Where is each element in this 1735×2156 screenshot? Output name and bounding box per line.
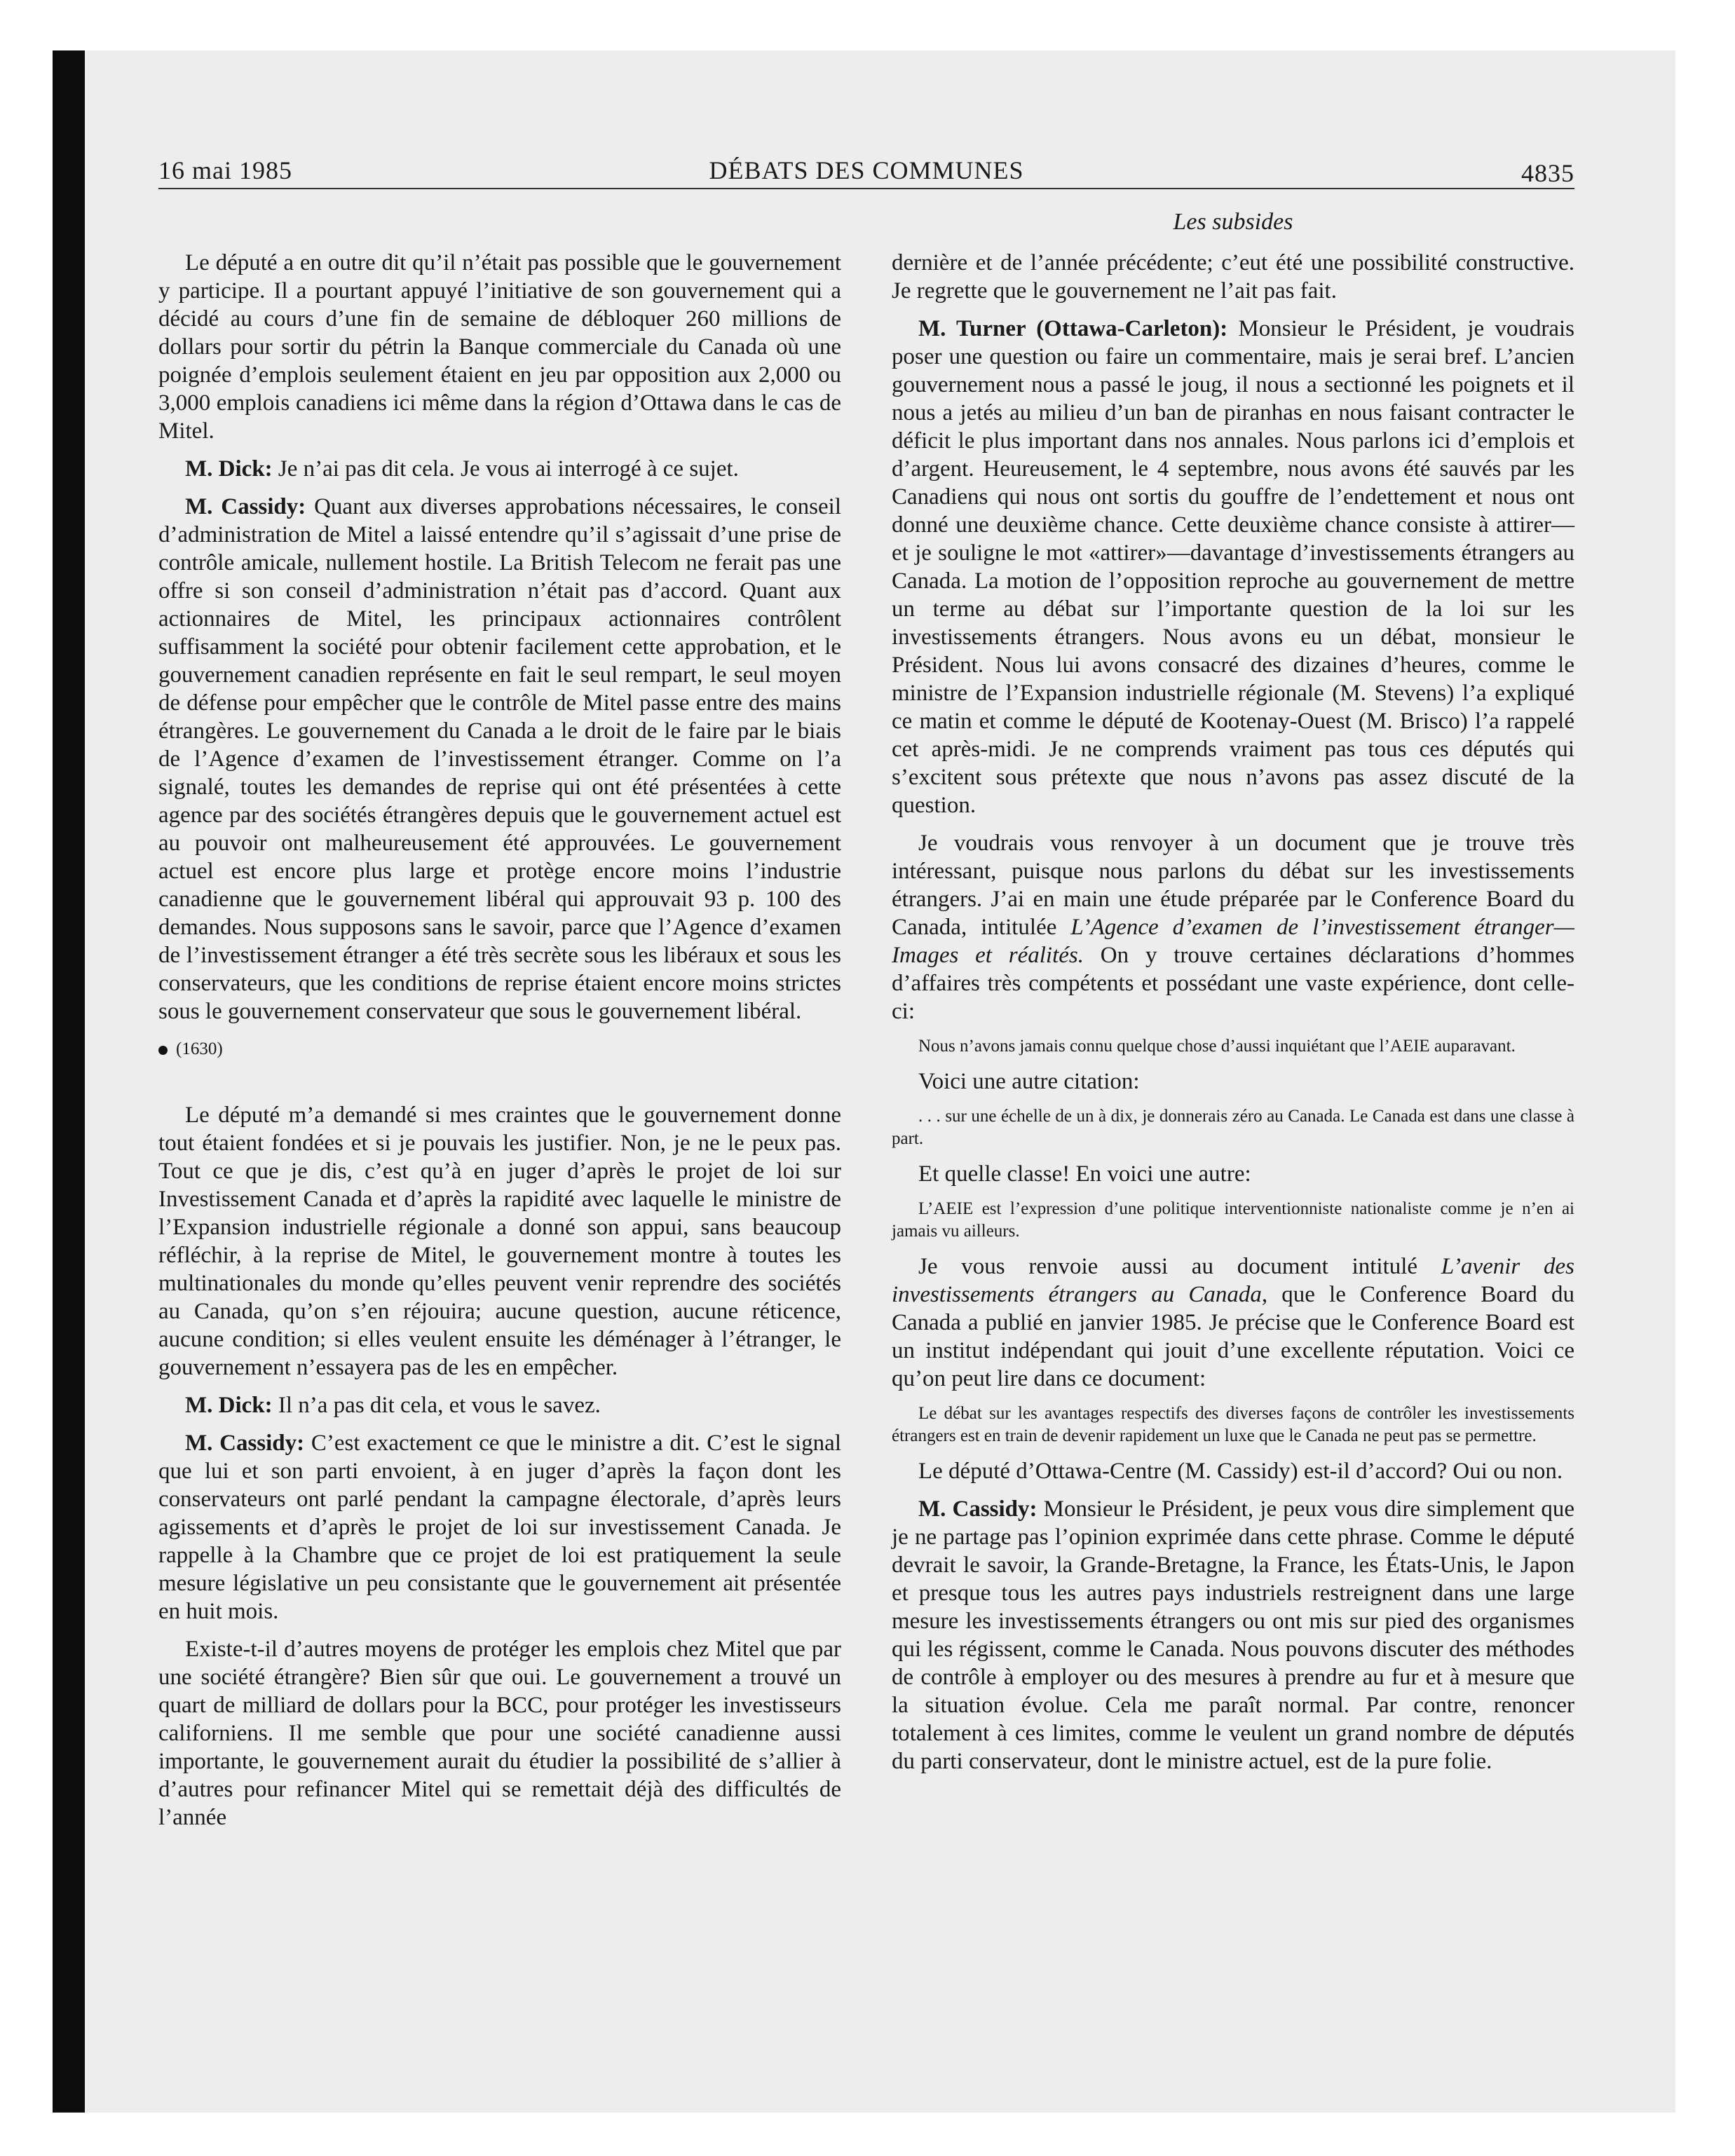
- paragraph: [158, 455, 841, 483]
- speech-text: C’est exactement ce que le ministre a dit. C’est le signal que lui et son parti envoient, à en juger d’après la façon dont les conservateurs ont parlé pendant la campagne électorale, d’après leurs agissements et d’après le projet de loi sur investissement Canada. Je rappelle à la Chambre que ce projet de loi est pratiquement la seule mesure législative un peu consistante que le gouvernement ait présentée en huit mois.: [158, 1431, 841, 1624]
- header-date: 16 mai 1985: [158, 156, 292, 184]
- page-number: 4835: [1521, 159, 1574, 187]
- header-title: DÉBATS DES COMMUNES: [709, 156, 1024, 184]
- page-header: [158, 156, 1574, 191]
- paragraph: [158, 493, 841, 1025]
- bullet-icon: [158, 1046, 168, 1055]
- paragraph: Voici une autre citation:: [918, 1069, 1140, 1094]
- paragraph: [892, 1495, 1574, 1775]
- right-column: [892, 249, 1574, 1785]
- paragraph: [158, 1429, 841, 1625]
- time-marker: [158, 1035, 841, 1063]
- speech-text: , que le Conference Board du Canada a publié en janvier 1985. Je précise que le Conference Board est un institut indépendant qui jouit d’une excellente réputation. Voici ce qu’on peut lire dans ce document:: [892, 1282, 1574, 1391]
- document-title: L’Agence d’examen de l’investissement étranger—Images et réalités.: [892, 915, 1574, 968]
- speech-text: Je voudrais vous renvoyer à un document que je trouve très intéressant, puisque nous parlons du débat sur les investissements étrangers. J’ai en main une étude préparée par le Conference Board du Canada, intitulée: [892, 831, 1574, 940]
- speech-text: Monsieur le Président, je peux vous dire simplement que je ne partage pas l’opinion exprimée dans cette phrase. Comme le député devrait le savoir, la Grande-Bretagne, la France, les États-Unis, le Japon et presque tous les autres pays industriels restreignent dans une large mesure les investissements étrangers ou ont mis sur pied des organismes qui les régissent, comme le Canada. Nous pouvons discuter des méthodes de contrôle à employer ou des mesures à prendre au fur et à mesure que la situation évolue. Cela me paraît normal. Par contre, renoncer totalement à ces limites, comme le veulent un grand nombre de députés du parti conservateur, dont le ministre actuel, est de la pure folie.: [892, 1496, 1574, 1774]
- paragraph: Et quelle classe! En voici une autre:: [918, 1161, 1251, 1187]
- speaker-name: M. Cassidy:: [918, 1496, 1037, 1522]
- speech-text: Il n’a pas dit cela, et vous le savez.: [272, 1393, 601, 1418]
- paragraph: [892, 829, 1574, 1025]
- section-title: Les subsides: [1173, 209, 1293, 235]
- paragraph: Le député a en outre dit qu’il n’était pas possible que le gouvernement y participe. Il a pourtant appuyé l’initiative de son gouvernement qui a décidé au cours d’une fin de semaine de débloquer 260 millions de dollars pour sortir du pétrin la Banque commerciale du Canada où une poignée d’emplois seulement étaient en jeu par opposition aux 2,000 ou 3,000 emplois canadiens ici même dans la région d’Ottawa dans le cas de Mitel.: [158, 250, 841, 444]
- speech-text: Je vous renvoie aussi au document intitulé: [918, 1254, 1441, 1279]
- speaker-name: M. Cassidy:: [185, 494, 306, 519]
- speaker-name: M. Dick:: [185, 456, 273, 482]
- left-column: [158, 249, 841, 1841]
- speech-text: Quant aux diverses approbations nécessaires, le conseil d’administration de Mitel a laissé entendre qu’il s’agissait d’une prise de contrôle amicale, nullement hostile. La British Telecom ne ferait pas une offre si son conseil d’administration n’était pas d’accord. Quant aux actionnaires de Mitel, les principaux actionnaires contrôlent suffisamment la société pour obtenir facilement cette approbation, et le gouvernement canadien représente en fait le seul rempart, le seul moyen de défense pour empêcher que le contrôle de Mitel passe entre des mains étrangères. Le gouvernement du Canada a le droit de le faire par le biais de l’Agence d’examen de l’investissement étranger. Comme on l’a signalé, toutes les demandes de reprise qui ont été présentées à cette agence par des sociétés étrangères depuis que le gouvernement actuel est au pouvoir ont malheureusement été approuvées. Le gouvernement actuel est encore plus large et protège encore moins l’industrie canadienne que le gouvernement libéral qui approuvait 93 p. 100 des demandes. Nous supposons sans le savoir, parce que l’Agence d’examen de l’investissement étranger a été très secrète sous les libéraux et sous les conservateurs, que les conditions de reprise étaient encore moins strictes sous le gouvernement conservateur que sous le gouvernement libéral.: [158, 494, 841, 1024]
- speech-text: On y trouve certaines déclarations d’hommes d’affaires très compétents et possédant une vaste expérience, dont celle-ci:: [892, 943, 1574, 1024]
- document-title: L’avenir des investissements étrangers au Canada: [892, 1254, 1574, 1307]
- speech-text: Monsieur le Président, je voudrais poser une question ou faire un commentaire, mais je serai bref. L’ancien gouvernement nous a passé le joug, il nous a sectionné les poignets et il nous a jetés au milieu d’un ban de piranhas en nous faisant contracter le déficit le plus important dans nos annales. Nous parlons ici d’emplois et d’argent. Heureusement, le 4 septembre, nous avons été sauvés par les Canadiens qui nous ont sortis du gouffre de l’endettement et nous ont donné une deuxième chance. Cette deuxième chance consiste à attirer—et je souligne le mot «attirer»—davantage d’investissements étrangers au Canada. La motion de l’opposition reproche au gouvernement de mettre un terme au débat sur l’importante question de la loi sur les investissements étrangers. Nous avons eu un débat, monsieur le Président. Nous lui avons consacré des dizaines d’heures, comme le ministre de l’Expansion industrielle régionale (M. Stevens) l’a expliqué ce matin et comme le député de Kootenay-Ouest (M. Brisco) l’a rappelé cet après-midi. Je ne comprends vraiment pas tous ces députés qui s’excitent sous prétexte que nous n’avons pas assez discuté de la question.: [892, 316, 1574, 818]
- speaker-name: M. Turner (Ottawa-Carleton):: [918, 316, 1228, 341]
- binding-edge: [53, 50, 85, 2113]
- paragraph: [158, 1391, 841, 1419]
- paragraph: Existe-t-il d’autres moyens de protéger les emplois chez Mitel que par une société étrangère? Bien sûr que oui. Le gouvernement a trouvé un quart de milliard de dollars pour la BCC, pour protéger les investisseurs californiens. Il me semble que pour une société canadienne aussi importante, le gouvernement aurait du étudier la possibilité de s’allier à d’autres pour refinancer Mitel qui se remettait déjà des difficultés de l’année: [158, 1637, 841, 1830]
- speaker-name: M. Cassidy:: [185, 1431, 305, 1456]
- quotation: Le débat sur les avantages respectifs des diverses façons de contrôler les investissements étrangers est en train de devenir rapidement un luxe que le Canada ne peut pas se permettre.: [892, 1404, 1574, 1445]
- paragraph: Le député d’Ottawa-Centre (M. Cassidy) est-il d’accord? Oui ou non.: [918, 1459, 1563, 1484]
- paragraph: Le député m’a demandé si mes craintes que le gouvernement donne tout étaient fondées et si je pouvais les justifier. Non, je ne le peux pas. Tout ce que je dis, c’est qu’à en juger d’après le projet de loi sur Investissement Canada et d’après la rapidité avec laquelle le ministre de l’Expansion industrielle régionale a donné son appui, sans beaucoup réfléchir, à la reprise de Mitel, le gouvernement montre à toutes les multinationales du monde qu’elles peuvent venir reprendre des sociétés au Canada, qu’on s’en réjouira; aucune question, aucune réticence, aucune condition; si elles veulent ensuite les déménager à l’étranger, le gouvernement n’essayera pas de les en empêcher.: [158, 1103, 841, 1380]
- speaker-name: M. Dick:: [185, 1393, 273, 1418]
- paragraph: [892, 1253, 1574, 1393]
- paragraph: [892, 315, 1574, 819]
- time-marker-text: (1630): [176, 1039, 223, 1058]
- speech-text: Je n’ai pas dit cela. Je vous ai interrogé à ce sujet.: [272, 456, 739, 482]
- paragraph: dernière et de l’année précédente; c’eut été une possibilité constructive. Je regrette que le gouvernement ne l’ait pas fait.: [892, 250, 1574, 303]
- quotation: . . . sur une échelle de un à dix, je donnerais zéro au Canada. Le Canada est dans une classe à part.: [892, 1107, 1574, 1148]
- header-rule: [158, 188, 1574, 189]
- quotation: Nous n’avons jamais connu quelque chose d’aussi inquiétant que l’AEIE auparavant.: [918, 1037, 1516, 1056]
- quotation: L’AEIE est l’expression d’une politique interventionniste nationaliste comme je n’en ai jamais vu ailleurs.: [892, 1199, 1574, 1241]
